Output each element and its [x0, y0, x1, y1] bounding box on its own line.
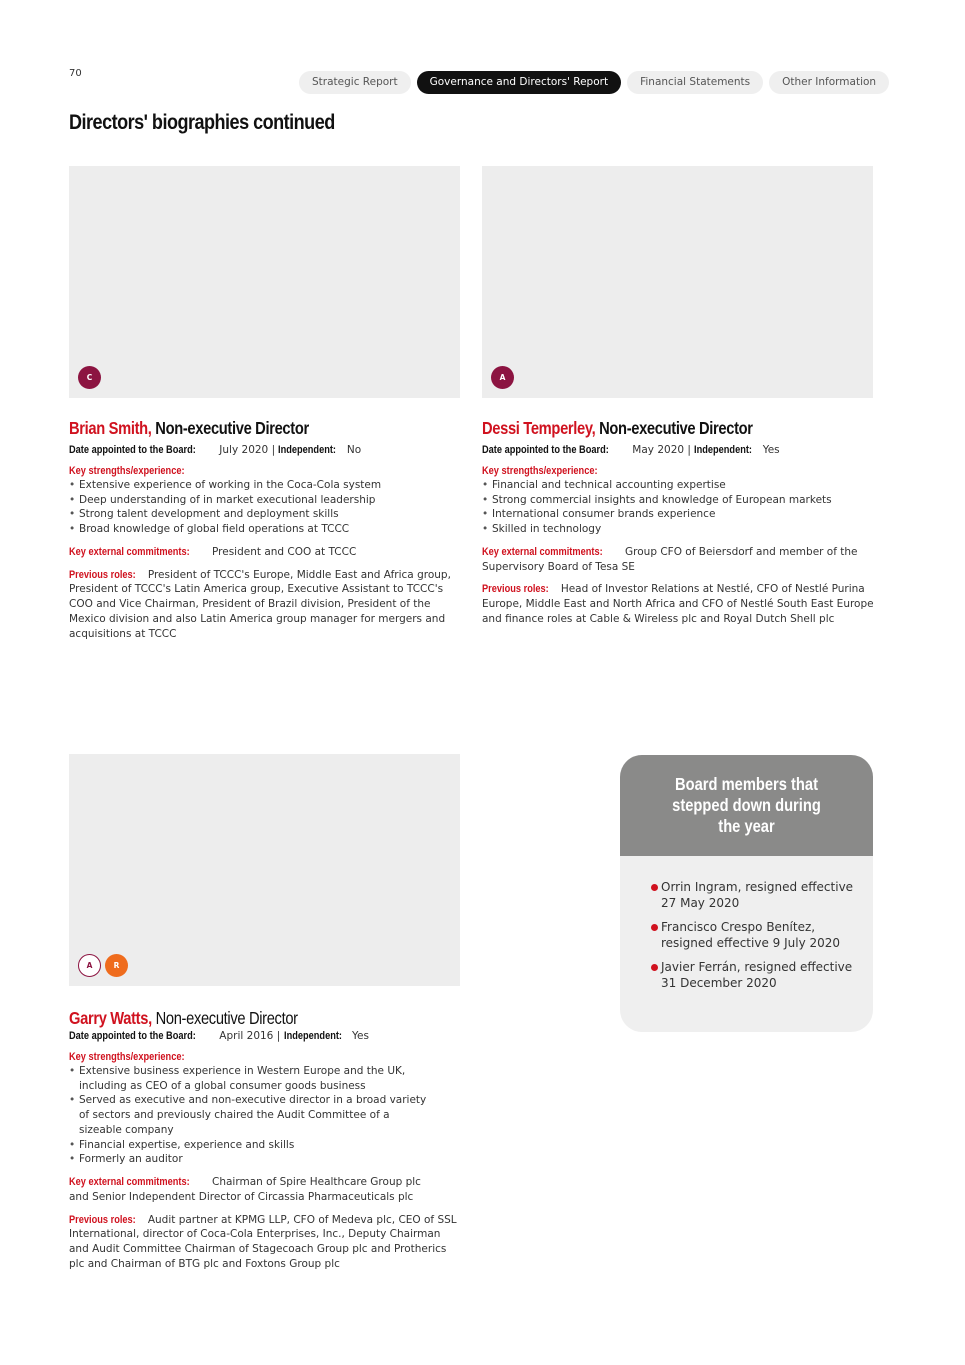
list-item: • Extensive experience of working in the Coca-Cola system: [69, 478, 461, 493]
strengths-list: [482, 478, 874, 537]
list-item: • Broad knowledge of global field operations at TCCC: [69, 522, 461, 537]
stepped-down-box: [620, 755, 873, 1032]
independent-label: Independent:: [694, 444, 753, 456]
previous-roles-label: Previous roles:: [69, 568, 136, 581]
independent-label: Independent:: [278, 444, 337, 456]
page-title: Directors' biographies continued: [69, 111, 335, 134]
strengths-heading: Key strengths/experience:: [69, 465, 185, 477]
previous-roles-text: President of TCCC's Europe, Middle East and Africa group, President of TCCC's Latin America group, Executive Assistant to TCCC's COO and Vice Chairman, President of Brazil division, President of the Mexico division and also Latin America group manager for mergers and acquisitions at TCCC: [69, 568, 451, 640]
list-item: • Financial expertise, experience and skills: [69, 1138, 429, 1153]
committee-badges: [78, 954, 128, 977]
previous-roles-text: Head of Investor Relations at Nestlé, CFO of Nestlé Purina Europe, Middle East and North Africa and CFO of Nestlé South East Europe and finance roles at Cable & Wireless plc and Royal Dutch Shell plc: [482, 583, 874, 625]
director-role: Non-executive Director: [599, 418, 753, 438]
director-photo: [69, 754, 460, 986]
list-item: Javier Ferrán, resigned effective 31 December 2020: [651, 960, 863, 991]
director-bio-dessi-temperley: [482, 166, 874, 627]
committee-badge-c: C: [78, 366, 101, 389]
appointment-line: Date appointed to the Board: April 2016 | Independent: Yes: [69, 1030, 369, 1042]
director-bio-garry-watts: [69, 754, 461, 1272]
external-commitments-label: Key external commitments:: [69, 1175, 190, 1188]
list-item: • Strong talent development and deployment skills: [69, 507, 461, 522]
list-item: • Skilled in technology: [482, 522, 874, 537]
appointment-line: Date appointed to the Board: July 2020 | Independent: No: [69, 444, 362, 456]
external-commitments-text: Chairman of Spire Healthcare Group plc and Senior Independent Director of Circassia Pharmaceuticals plc: [69, 1175, 421, 1203]
stepped-down-list: [620, 880, 873, 991]
director-role: Non-executive Director: [155, 1008, 298, 1028]
date-appointed-label: Date appointed to the Board:: [69, 444, 196, 456]
list-item: • Extensive business experience in Western Europe and the UK, including as CEO of a global consumer goods business: [69, 1064, 429, 1093]
bullet-dot-icon: [651, 964, 658, 971]
stepped-down-header: [620, 755, 873, 856]
external-commitments: [69, 545, 461, 560]
stepped-down-title: Board members that stepped down during the year: [672, 774, 821, 836]
list-item: • Strong commercial insights and knowledge of European markets: [482, 493, 874, 508]
independent-value: Yes: [351, 1030, 369, 1042]
director-role: Non-executive Director: [155, 418, 309, 438]
tab-strategic-report[interactable]: Strategic Report: [299, 71, 411, 94]
strengths-heading: Key strengths/experience:: [69, 1051, 185, 1063]
date-appointed-value: April 2016: [219, 1030, 274, 1042]
previous-roles: [69, 568, 461, 642]
tab-governance-directors-report[interactable]: Governance and Directors' Report: [417, 71, 621, 94]
director-name: [69, 1008, 398, 1029]
list-item: • Deep understanding of in market executional leadership: [69, 493, 461, 508]
tab-other-information[interactable]: Other Information: [769, 71, 889, 94]
strengths-heading: Key strengths/experience:: [482, 465, 598, 477]
director-bio-brian-smith: [69, 166, 461, 642]
committee-badges: [78, 366, 101, 389]
director-name-text: Garry Watts,: [69, 1008, 152, 1028]
external-commitments-text: President and COO at TCCC: [212, 545, 357, 558]
previous-roles: [482, 582, 874, 626]
list-item: Francisco Crespo Benítez, resigned effective 9 July 2020: [651, 920, 863, 951]
date-appointed-label: Date appointed to the Board:: [482, 444, 609, 456]
external-commitments-label: Key external commitments:: [69, 545, 190, 558]
previous-roles-label: Previous roles:: [482, 583, 549, 596]
external-commitments: [482, 545, 874, 575]
independent-value: Yes: [762, 444, 780, 456]
tab-financial-statements[interactable]: Financial Statements: [627, 71, 763, 94]
external-commitments: [69, 1175, 444, 1205]
list-item: Orrin Ingram, resigned effective 27 May 2020: [651, 880, 863, 911]
committee-badge-a: A: [78, 954, 101, 977]
bullet-dot-icon: [651, 884, 658, 891]
director-name: [482, 418, 811, 439]
previous-roles-text: Audit partner at KPMG LLP, CFO of Medeva plc, CEO of SSL International, director of Coca-Cola Enterprises, Inc., Deputy Chairman and Audit Committee Chairman of Stagecoach Group plc and Protherics plc and Chairman of BTG plc and Foxtons Group plc: [69, 1213, 457, 1270]
section-nav: [299, 71, 889, 94]
list-item: • Formerly an auditor: [69, 1152, 429, 1167]
list-item: • International consumer brands experience: [482, 507, 874, 522]
director-photo: [482, 166, 873, 398]
previous-roles-label: Previous roles:: [69, 1213, 136, 1226]
bullet-dot-icon: [651, 924, 658, 931]
appointment-line: Date appointed to the Board: May 2020 | Independent: Yes: [482, 444, 780, 456]
independent-value: No: [346, 444, 362, 456]
date-appointed-value: May 2020: [632, 444, 685, 456]
director-name-text: Brian Smith,: [69, 418, 152, 438]
committee-badge-a: A: [491, 366, 514, 389]
strengths-list: [69, 1064, 429, 1167]
external-commitments-text: Group CFO of Beiersdorf and member of the Supervisory Board of Tesa SE: [482, 545, 858, 573]
director-photo: [69, 166, 460, 398]
director-name: [69, 418, 398, 439]
date-appointed-label: Date appointed to the Board:: [69, 1030, 196, 1042]
page-number: 70: [69, 68, 82, 79]
list-item: • Financial and technical accounting expertise: [482, 478, 874, 493]
list-item: • Served as executive and non-executive director in a broad variety of sectors and previously chaired the Audit Committee of a sizeable company: [69, 1093, 429, 1137]
committee-badge-r: R: [105, 954, 128, 977]
independent-label: Independent:: [283, 1030, 342, 1042]
director-name-text: Dessi Temperley,: [482, 418, 596, 438]
date-appointed-value: July 2020: [219, 444, 269, 456]
strengths-list: [69, 478, 461, 537]
previous-roles: [69, 1213, 461, 1272]
external-commitments-label: Key external commitments:: [482, 545, 603, 558]
committee-badges: [491, 366, 514, 389]
